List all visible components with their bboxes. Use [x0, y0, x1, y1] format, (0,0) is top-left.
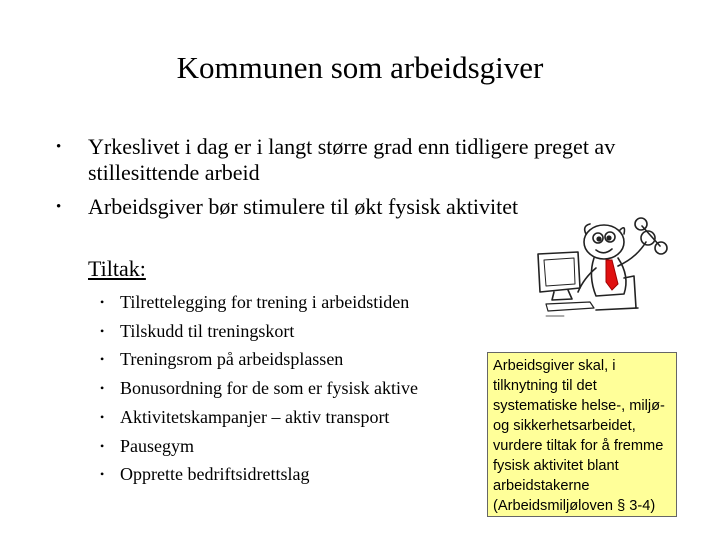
measure-item	[100, 374, 468, 403]
tiltak-heading: Tiltak:	[88, 256, 146, 281]
head-icon	[584, 225, 624, 259]
measure-item	[100, 345, 468, 374]
measure-item	[100, 317, 468, 346]
law-reference-note: Arbeidsgiver skal, i tilknytning til det systematiske helse-, miljø- og sikkerhetsarbeidet, vurdere tiltak for å fremme fysisk aktivitet blant arbeidstakerne (Arbeidsmiljøloven § 3-4)	[487, 352, 677, 517]
bullet-dot: •	[100, 323, 105, 338]
measure-item	[100, 403, 468, 432]
measure-text: Tilrettelegging for trening i arbeidstiden	[120, 292, 410, 312]
measure-text: Tilskudd til treningskort	[120, 320, 295, 341]
measure-item	[100, 432, 468, 461]
measure-text: Aktivitetskampanjer – aktiv transport	[120, 406, 390, 427]
bullet-dot: •	[100, 352, 105, 367]
slide-title: Kommunen som arbeidsgiver	[176, 50, 544, 85]
measure-text: Opprette bedriftsidrettslag	[120, 464, 310, 485]
bullet-dot: •	[100, 381, 105, 396]
red-tie-icon	[606, 260, 618, 290]
bullet-dot: •	[100, 409, 105, 424]
measure-text: Pausegym	[120, 435, 194, 456]
bullet-dot: •	[100, 438, 105, 453]
keyboard-icon	[546, 302, 594, 311]
bullet-item	[56, 134, 656, 186]
measures-list	[100, 288, 468, 489]
bullet-dot: •	[56, 199, 62, 215]
office-worker-cartoon-illustration	[520, 212, 680, 322]
bullet-dot: •	[100, 467, 105, 482]
bullet-dot: •	[100, 295, 105, 309]
measure-item	[100, 288, 468, 317]
bullet-text: Yrkeslivet i dag er i langt større grad enn tidligere preget av stillesittende arbeid	[88, 134, 616, 185]
bullet-text: Arbeidsgiver bør stimulere til økt fysisk aktivitet	[88, 194, 519, 219]
bullet-dot: •	[56, 139, 62, 155]
measure-text: Treningsrom på arbeidsplassen	[120, 349, 344, 370]
measure-item	[100, 460, 468, 489]
measure-text: Bonusordning for de som er fysisk aktive	[120, 378, 418, 399]
